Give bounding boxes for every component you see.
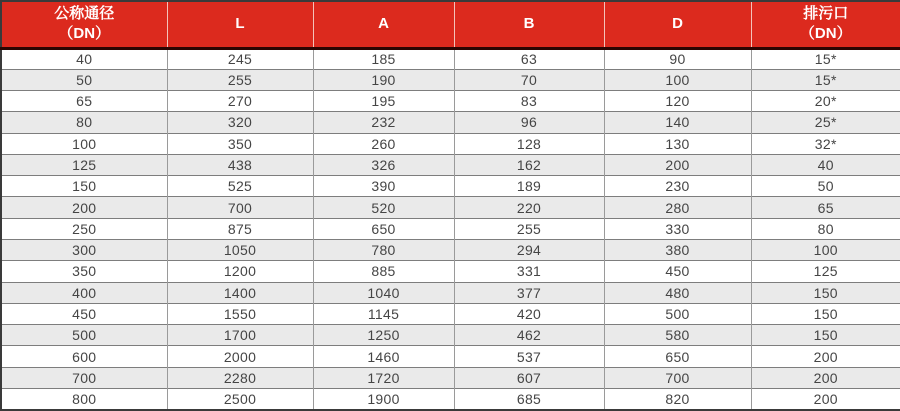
table-cell: 130 <box>604 133 751 154</box>
table-cell: 1050 <box>167 240 313 261</box>
table-cell: 96 <box>454 112 604 133</box>
table-row <box>1 133 900 154</box>
table-cell: 700 <box>604 367 751 388</box>
table-cell: 15* <box>751 69 900 90</box>
table-row <box>1 91 900 112</box>
table-cell: 1040 <box>313 282 454 303</box>
table-cell: 607 <box>454 367 604 388</box>
table-cell: 600 <box>1 346 167 367</box>
table-cell: 520 <box>313 197 454 218</box>
table-cell: 820 <box>604 389 751 411</box>
table-cell: 390 <box>313 176 454 197</box>
table-cell: 15* <box>751 48 900 69</box>
table-body <box>1 48 900 410</box>
table-cell: 450 <box>604 261 751 282</box>
table-cell: 150 <box>751 325 900 346</box>
table-cell: 80 <box>751 218 900 239</box>
table-cell: 326 <box>313 154 454 175</box>
table-cell: 462 <box>454 325 604 346</box>
table-cell: 400 <box>1 282 167 303</box>
table-cell: 1145 <box>313 303 454 324</box>
table-cell: 220 <box>454 197 604 218</box>
table-cell: 25* <box>751 112 900 133</box>
table-cell: 331 <box>454 261 604 282</box>
table-row <box>1 240 900 261</box>
table-cell: 20* <box>751 91 900 112</box>
table-cell: 330 <box>604 218 751 239</box>
table-cell: 1460 <box>313 346 454 367</box>
table-cell: 650 <box>313 218 454 239</box>
table-cell: 200 <box>751 346 900 367</box>
table-cell: 50 <box>751 176 900 197</box>
table-cell: 480 <box>604 282 751 303</box>
table-cell: 100 <box>751 240 900 261</box>
table-cell: 90 <box>604 48 751 69</box>
table-row <box>1 282 900 303</box>
table-cell: 580 <box>604 325 751 346</box>
table-cell: 250 <box>1 218 167 239</box>
table-cell: 350 <box>1 261 167 282</box>
header-row <box>1 1 900 48</box>
table-row <box>1 197 900 218</box>
table-cell: 190 <box>313 69 454 90</box>
table-cell: 800 <box>1 389 167 411</box>
table-cell: 150 <box>1 176 167 197</box>
table-cell: 40 <box>1 48 167 69</box>
table-cell: 70 <box>454 69 604 90</box>
table-cell: 255 <box>454 218 604 239</box>
table-cell: 125 <box>1 154 167 175</box>
table-cell: 140 <box>604 112 751 133</box>
table-cell: 780 <box>313 240 454 261</box>
table-row <box>1 346 900 367</box>
table-row <box>1 48 900 69</box>
table-cell: 150 <box>751 303 900 324</box>
header-nominal-diameter <box>1 1 167 48</box>
header-nominal-diameter-unit: （DN） <box>58 25 111 43</box>
table-cell: 200 <box>604 154 751 175</box>
table-row <box>1 154 900 175</box>
table-cell: 232 <box>313 112 454 133</box>
table-cell: 700 <box>1 367 167 388</box>
table-row <box>1 325 900 346</box>
table-cell: 294 <box>454 240 604 261</box>
table-cell: 320 <box>167 112 313 133</box>
table-cell: 255 <box>167 69 313 90</box>
table-cell: 377 <box>454 282 604 303</box>
table-cell: 1900 <box>313 389 454 411</box>
table-cell: 2000 <box>167 346 313 367</box>
table-cell: 125 <box>751 261 900 282</box>
table-row <box>1 389 900 411</box>
table-cell: 500 <box>604 303 751 324</box>
table-cell: 162 <box>454 154 604 175</box>
table-cell: 700 <box>167 197 313 218</box>
table-cell: 280 <box>604 197 751 218</box>
header-drain-outlet <box>751 1 900 48</box>
table-header <box>1 1 900 48</box>
table-cell: 500 <box>1 325 167 346</box>
table-cell: 100 <box>604 69 751 90</box>
table-cell: 420 <box>454 303 604 324</box>
header-A: A <box>313 1 454 48</box>
table-cell: 32* <box>751 133 900 154</box>
table-cell: 189 <box>454 176 604 197</box>
table-cell: 83 <box>454 91 604 112</box>
table-cell: 270 <box>167 91 313 112</box>
table-row <box>1 218 900 239</box>
table-cell: 200 <box>1 197 167 218</box>
header-B: B <box>454 1 604 48</box>
table-cell: 65 <box>1 91 167 112</box>
header-drain-outlet-unit: （DN） <box>799 25 852 43</box>
header-D: D <box>604 1 751 48</box>
table-cell: 1700 <box>167 325 313 346</box>
table-cell: 40 <box>751 154 900 175</box>
table-cell: 185 <box>313 48 454 69</box>
table-row <box>1 261 900 282</box>
table-cell: 438 <box>167 154 313 175</box>
table-row <box>1 303 900 324</box>
header-drain-outlet-label: 排污口 <box>803 5 849 22</box>
table-row <box>1 367 900 388</box>
table-cell: 245 <box>167 48 313 69</box>
table-row <box>1 112 900 133</box>
table-cell: 885 <box>313 261 454 282</box>
table-cell: 380 <box>604 240 751 261</box>
table-cell: 2280 <box>167 367 313 388</box>
table-cell: 1550 <box>167 303 313 324</box>
table-cell: 1200 <box>167 261 313 282</box>
table-row <box>1 69 900 90</box>
table-cell: 120 <box>604 91 751 112</box>
table-cell: 1720 <box>313 367 454 388</box>
table-cell: 525 <box>167 176 313 197</box>
header-nominal-diameter-label: 公称通径 <box>54 5 115 22</box>
table-cell: 200 <box>751 389 900 411</box>
table-cell: 650 <box>604 346 751 367</box>
table-cell: 230 <box>604 176 751 197</box>
table-cell: 685 <box>454 389 604 411</box>
table-cell: 2500 <box>167 389 313 411</box>
table-cell: 260 <box>313 133 454 154</box>
header-L: L <box>167 1 313 48</box>
table-cell: 1400 <box>167 282 313 303</box>
table-row <box>1 176 900 197</box>
table-cell: 300 <box>1 240 167 261</box>
table-cell: 63 <box>454 48 604 69</box>
table-cell: 80 <box>1 112 167 133</box>
table-cell: 50 <box>1 69 167 90</box>
table-cell: 875 <box>167 218 313 239</box>
table-cell: 537 <box>454 346 604 367</box>
table-cell: 150 <box>751 282 900 303</box>
table-cell: 350 <box>167 133 313 154</box>
table-cell: 1250 <box>313 325 454 346</box>
table-cell: 65 <box>751 197 900 218</box>
table-cell: 128 <box>454 133 604 154</box>
table-cell: 450 <box>1 303 167 324</box>
table-cell: 100 <box>1 133 167 154</box>
table-cell: 195 <box>313 91 454 112</box>
table-cell: 200 <box>751 367 900 388</box>
